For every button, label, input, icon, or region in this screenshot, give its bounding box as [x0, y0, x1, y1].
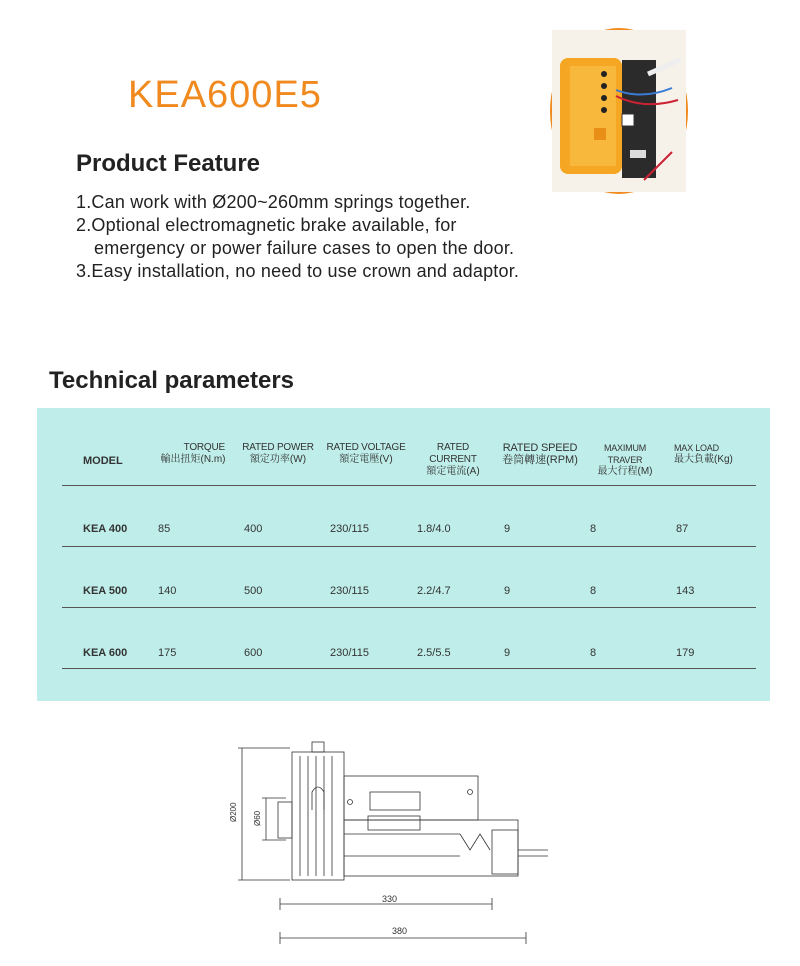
- cell-power: 600: [244, 647, 263, 659]
- feature-list: [76, 191, 519, 283]
- cell-current: 2.5/5.5: [417, 647, 451, 659]
- header-max-load: MAX LOAD 最大負載(Kg): [674, 443, 733, 465]
- cell-speed: 9: [504, 523, 511, 535]
- dim-label-length-330: 330: [382, 894, 398, 904]
- cell-load: 87: [676, 523, 689, 535]
- feature-item: 3.Easy installation, no need to use crown and adaptor.: [76, 261, 520, 281]
- cell-power: 400: [244, 523, 263, 535]
- cell-voltage: 230/115: [330, 647, 369, 659]
- product-feature-heading: Product Feature: [76, 150, 261, 177]
- cell-model: KEA 500: [83, 585, 128, 597]
- header-maximum-travel: MAXIMUM TRAVER 最大行程(M): [597, 443, 653, 477]
- cell-torque: 140: [158, 585, 177, 597]
- cell-model: KEA 600: [83, 647, 128, 659]
- feature-item: 1.Can work with Ø200~260mm springs together.: [76, 192, 471, 212]
- technical-parameters-heading: Technical parameters: [49, 367, 295, 394]
- dim-label-diameter-inner: Ø60: [253, 810, 262, 826]
- motor-closeup-image: [552, 30, 686, 192]
- cell-travel: 8: [590, 523, 597, 535]
- cell-torque: 175: [158, 647, 177, 659]
- cell-voltage: 230/115: [330, 585, 369, 597]
- cell-speed: 9: [504, 647, 511, 659]
- dim-label-diameter-outer: Ø200: [229, 802, 238, 822]
- table-divider: [62, 485, 756, 486]
- product-photo: [550, 28, 688, 194]
- cell-travel: 8: [590, 647, 597, 659]
- header-model: MODEL: [83, 455, 123, 467]
- cell-torque: 85: [158, 523, 171, 535]
- cell-load: 143: [676, 585, 695, 597]
- header-rated-voltage: RATED VOLTAGE 額定電壓(V): [326, 442, 406, 465]
- cell-current: 1.8/4.0: [417, 523, 451, 535]
- table-divider: [62, 546, 756, 547]
- cell-load: 179: [676, 647, 695, 659]
- cell-speed: 9: [504, 585, 511, 597]
- dim-label-length-380: 380: [392, 926, 408, 936]
- cell-model: KEA 400: [83, 523, 128, 535]
- header-rated-power: RATED POWER 額定功率(W): [242, 442, 314, 465]
- technical-drawing: [230, 740, 560, 950]
- feature-item: 2.Optional electromagnetic brake available, for: [76, 215, 457, 235]
- cell-current: 2.2/4.7: [417, 585, 451, 597]
- product-title: KEA600E5: [128, 74, 322, 116]
- header-torque: TORQUE 輸出扭矩(N.m): [160, 442, 226, 465]
- cell-voltage: 230/115: [330, 523, 369, 535]
- cell-travel: 8: [590, 585, 597, 597]
- header-rated-current: RATED CURRENT 額定電流(A): [426, 442, 480, 477]
- table-divider: [62, 607, 756, 608]
- cell-power: 500: [244, 585, 263, 597]
- feature-item-continuation: emergency or power failure cases to open the door.: [94, 238, 515, 258]
- header-rated-speed: RATED SPEED 卷筒轉速(RPM): [502, 442, 578, 466]
- table-divider: [62, 668, 756, 669]
